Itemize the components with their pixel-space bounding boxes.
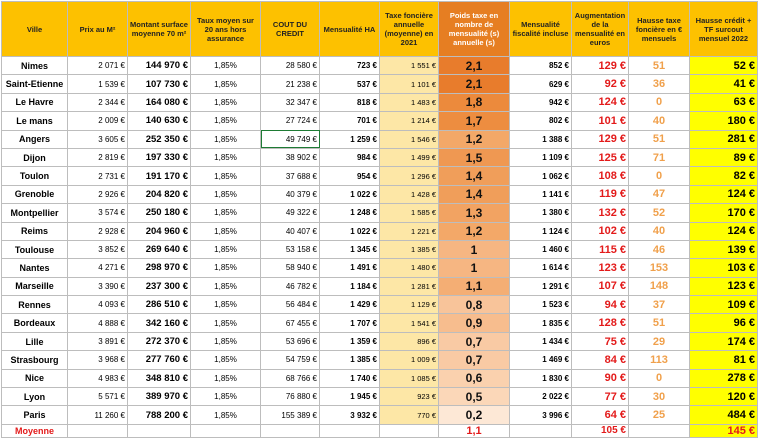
- table-row: [2, 204, 758, 222]
- cell-augmentation[interactable]: 124 €: [572, 93, 629, 111]
- cell-cout[interactable]: 155 389 €: [261, 406, 320, 424]
- cell-cout[interactable]: 54 759 €: [261, 351, 320, 369]
- cell-mensualite[interactable]: 723 €: [320, 57, 380, 75]
- cell-taux[interactable]: 1,85%: [191, 75, 261, 93]
- cell-montant[interactable]: 140 630 €: [128, 112, 191, 130]
- cell-cout[interactable]: 49 749 €: [261, 130, 320, 148]
- cell-taxe[interactable]: 1 385 €: [380, 240, 439, 258]
- cell-ville[interactable]: Nantes: [2, 259, 68, 277]
- cell-taux[interactable]: 1,85%: [191, 351, 261, 369]
- cell-mensualite[interactable]: 1 385 €: [320, 351, 380, 369]
- cell-fiscalite[interactable]: 1 434 €: [510, 332, 572, 350]
- cell-cout[interactable]: 46 782 €: [261, 277, 320, 295]
- cell-mensualite[interactable]: 1 248 €: [320, 204, 380, 222]
- cell-fiscalite[interactable]: 1 835 €: [510, 314, 572, 332]
- header-prix[interactable]: Prix au M²: [68, 2, 128, 57]
- cell-mensualite[interactable]: 1 345 €: [320, 240, 380, 258]
- cell-montant[interactable]: 204 960 €: [128, 222, 191, 240]
- cell-hausse-taxe[interactable]: 148: [629, 277, 690, 295]
- cell-mensualite[interactable]: 1 707 €: [320, 314, 380, 332]
- cell-hausse-taxe[interactable]: 71: [629, 148, 690, 166]
- cell-taux[interactable]: 1,85%: [191, 240, 261, 258]
- cell-hausse-tf[interactable]: 120 €: [690, 388, 758, 406]
- cell-prix[interactable]: 3 968 €: [68, 351, 128, 369]
- cell-taux[interactable]: 1,85%: [191, 130, 261, 148]
- cell-taux[interactable]: 1,85%: [191, 277, 261, 295]
- cell-mensualite[interactable]: 537 €: [320, 75, 380, 93]
- cell-cout[interactable]: 56 484 €: [261, 296, 320, 314]
- cell-augmentation[interactable]: 123 €: [572, 259, 629, 277]
- cell-montant[interactable]: 237 300 €: [128, 277, 191, 295]
- cell-poids[interactable]: 2,1: [439, 75, 510, 93]
- cell-cout[interactable]: 28 580 €: [261, 57, 320, 75]
- cell-ville[interactable]: Angers: [2, 130, 68, 148]
- cell-hausse-tf[interactable]: 484 €: [690, 406, 758, 424]
- cell-hausse-tf[interactable]: 41 €: [690, 75, 758, 93]
- cell-ville[interactable]: Reims: [2, 222, 68, 240]
- cell-mensualite[interactable]: 1 359 €: [320, 332, 380, 350]
- cell-taux[interactable]: 1,85%: [191, 369, 261, 387]
- cell-poids[interactable]: 0,5: [439, 388, 510, 406]
- cell-augmentation[interactable]: 64 €: [572, 406, 629, 424]
- cell-hausse-tf[interactable]: 89 €: [690, 148, 758, 166]
- cell-mensualite[interactable]: 1 184 €: [320, 277, 380, 295]
- cell-prix[interactable]: 11 260 €: [68, 406, 128, 424]
- cell-fiscalite[interactable]: 1 469 €: [510, 351, 572, 369]
- cell-mensualite[interactable]: 818 €: [320, 93, 380, 111]
- cell-hausse-taxe[interactable]: 46: [629, 240, 690, 258]
- cell-prix[interactable]: 2 819 €: [68, 148, 128, 166]
- cell-hausse-tf[interactable]: 103 €: [690, 259, 758, 277]
- cell-fiscalite[interactable]: 1 380 €: [510, 204, 572, 222]
- cell-fiscalite[interactable]: 942 €: [510, 93, 572, 111]
- cell-cout[interactable]: 76 880 €: [261, 388, 320, 406]
- cell-cout[interactable]: 58 940 €: [261, 259, 320, 277]
- cell-cout[interactable]: 40 407 €: [261, 222, 320, 240]
- cell-fiscalite[interactable]: 802 €: [510, 112, 572, 130]
- cell-augmentation[interactable]: 128 €: [572, 314, 629, 332]
- cell-hausse-taxe[interactable]: 0: [629, 93, 690, 111]
- cell-taxe[interactable]: 923 €: [380, 388, 439, 406]
- cell-montant[interactable]: 277 760 €: [128, 351, 191, 369]
- cell-cout[interactable]: 53 696 €: [261, 332, 320, 350]
- cell-montant[interactable]: 389 970 €: [128, 388, 191, 406]
- cell-poids[interactable]: 0,2: [439, 406, 510, 424]
- cell-fiscalite[interactable]: 629 €: [510, 75, 572, 93]
- cell-hausse-tf[interactable]: 82 €: [690, 167, 758, 185]
- cell-taxe[interactable]: 1 428 €: [380, 185, 439, 203]
- header-ville[interactable]: Ville: [2, 2, 68, 57]
- cell-taxe[interactable]: 1 480 €: [380, 259, 439, 277]
- cell-cout[interactable]: 40 379 €: [261, 185, 320, 203]
- cell-poids[interactable]: 1,8: [439, 93, 510, 111]
- cell-mensualite[interactable]: 1 945 €: [320, 388, 380, 406]
- cell-hausse-taxe[interactable]: 37: [629, 296, 690, 314]
- cell-mensualite[interactable]: 1 022 €: [320, 222, 380, 240]
- cell-poids[interactable]: 1,5: [439, 148, 510, 166]
- cell-fiscalite[interactable]: 852 €: [510, 57, 572, 75]
- cell-hausse-taxe[interactable]: 113: [629, 351, 690, 369]
- average-empty-cell[interactable]: [191, 424, 261, 437]
- cell-fiscalite[interactable]: 1 614 €: [510, 259, 572, 277]
- cell-hausse-tf[interactable]: 109 €: [690, 296, 758, 314]
- average-poids[interactable]: 1,1: [439, 424, 510, 437]
- cell-taxe[interactable]: 1 541 €: [380, 314, 439, 332]
- cell-taxe[interactable]: 896 €: [380, 332, 439, 350]
- header-poids[interactable]: Poids taxe en nombre de mensualité (s) annuelle (s): [439, 2, 510, 57]
- cell-cout[interactable]: 27 724 €: [261, 112, 320, 130]
- cell-mensualite[interactable]: 1 740 €: [320, 369, 380, 387]
- cell-montant[interactable]: 286 510 €: [128, 296, 191, 314]
- cell-prix[interactable]: 2 928 €: [68, 222, 128, 240]
- cell-ville[interactable]: Paris: [2, 406, 68, 424]
- cell-ville[interactable]: Lille: [2, 332, 68, 350]
- cell-prix[interactable]: 2 926 €: [68, 185, 128, 203]
- cell-ville[interactable]: Dijon: [2, 148, 68, 166]
- cell-fiscalite[interactable]: 1 460 €: [510, 240, 572, 258]
- table-row: [2, 369, 758, 387]
- cell-prix[interactable]: 3 605 €: [68, 130, 128, 148]
- cell-montant[interactable]: 191 170 €: [128, 167, 191, 185]
- cell-prix[interactable]: 2 071 €: [68, 57, 128, 75]
- header-mensualite[interactable]: Mensualité HA: [320, 2, 380, 57]
- cell-ville[interactable]: Marseille: [2, 277, 68, 295]
- mortgage-tax-table: [1, 1, 758, 438]
- cell-montant[interactable]: 250 180 €: [128, 204, 191, 222]
- cell-cout[interactable]: 49 322 €: [261, 204, 320, 222]
- cell-poids[interactable]: 0,9: [439, 314, 510, 332]
- cell-poids[interactable]: 0,6: [439, 369, 510, 387]
- cell-ville[interactable]: Nimes: [2, 57, 68, 75]
- cell-hausse-taxe[interactable]: 40: [629, 112, 690, 130]
- cell-mensualite[interactable]: 1 429 €: [320, 296, 380, 314]
- average-hausse-tf[interactable]: 145 €: [690, 424, 758, 437]
- cell-cout[interactable]: 38 902 €: [261, 148, 320, 166]
- header-taxe[interactable]: Taxe foncière annuelle (moyenne) en 2021: [380, 2, 439, 57]
- cell-poids[interactable]: 0,7: [439, 351, 510, 369]
- cell-prix[interactable]: 1 539 €: [68, 75, 128, 93]
- average-label[interactable]: Moyenne: [2, 424, 68, 437]
- average-empty-cell[interactable]: [510, 424, 572, 437]
- cell-augmentation[interactable]: 75 €: [572, 332, 629, 350]
- cell-hausse-taxe[interactable]: 51: [629, 130, 690, 148]
- cell-mensualite[interactable]: 984 €: [320, 148, 380, 166]
- cell-poids[interactable]: 1,2: [439, 130, 510, 148]
- table-row: [2, 277, 758, 295]
- cell-taxe[interactable]: 1 499 €: [380, 148, 439, 166]
- cell-montant[interactable]: 269 640 €: [128, 240, 191, 258]
- cell-cout[interactable]: 37 688 €: [261, 167, 320, 185]
- table-row: [2, 57, 758, 75]
- cell-taux[interactable]: 1,85%: [191, 57, 261, 75]
- average-empty-cell[interactable]: [320, 424, 380, 437]
- table-row: [2, 240, 758, 258]
- cell-prix[interactable]: 3 574 €: [68, 204, 128, 222]
- cell-prix[interactable]: 2 731 €: [68, 167, 128, 185]
- cell-fiscalite[interactable]: 1 124 €: [510, 222, 572, 240]
- cell-taux[interactable]: 1,85%: [191, 406, 261, 424]
- cell-augmentation[interactable]: 102 €: [572, 222, 629, 240]
- table-row: [2, 332, 758, 350]
- cell-hausse-tf[interactable]: 81 €: [690, 351, 758, 369]
- cell-mensualite[interactable]: 1 491 €: [320, 259, 380, 277]
- cell-mensualite[interactable]: 3 932 €: [320, 406, 380, 424]
- cell-hausse-tf[interactable]: 63 €: [690, 93, 758, 111]
- cell-prix[interactable]: 3 852 €: [68, 240, 128, 258]
- cell-hausse-taxe[interactable]: 25: [629, 406, 690, 424]
- cell-hausse-taxe[interactable]: 40: [629, 222, 690, 240]
- cell-fiscalite[interactable]: 3 996 €: [510, 406, 572, 424]
- cell-taux[interactable]: 1,85%: [191, 388, 261, 406]
- cell-hausse-tf[interactable]: 139 €: [690, 240, 758, 258]
- cell-cout[interactable]: 68 766 €: [261, 369, 320, 387]
- cell-augmentation[interactable]: 119 €: [572, 185, 629, 203]
- cell-prix[interactable]: 2 009 €: [68, 112, 128, 130]
- cell-hausse-tf[interactable]: 96 €: [690, 314, 758, 332]
- cell-montant[interactable]: 272 370 €: [128, 332, 191, 350]
- cell-cout[interactable]: 53 158 €: [261, 240, 320, 258]
- cell-poids[interactable]: 1,4: [439, 167, 510, 185]
- cell-taux[interactable]: 1,85%: [191, 167, 261, 185]
- cell-taux[interactable]: 1,85%: [191, 314, 261, 332]
- cell-montant[interactable]: 298 970 €: [128, 259, 191, 277]
- table-row: [2, 388, 758, 406]
- table-row: [2, 130, 758, 148]
- cell-poids[interactable]: 1,7: [439, 112, 510, 130]
- cell-ville[interactable]: Strasbourg: [2, 351, 68, 369]
- cell-taux[interactable]: 1,85%: [191, 148, 261, 166]
- cell-augmentation[interactable]: 125 €: [572, 148, 629, 166]
- cell-taxe[interactable]: 1 221 €: [380, 222, 439, 240]
- cell-prix[interactable]: 3 390 €: [68, 277, 128, 295]
- cell-fiscalite[interactable]: 1 830 €: [510, 369, 572, 387]
- header-augmentation[interactable]: Augmentation de la mensualité en euros: [572, 2, 629, 57]
- table-row: [2, 167, 758, 185]
- table-row: [2, 148, 758, 166]
- cell-augmentation[interactable]: 132 €: [572, 204, 629, 222]
- cell-hausse-taxe[interactable]: 51: [629, 314, 690, 332]
- cell-hausse-tf[interactable]: 180 €: [690, 112, 758, 130]
- cell-poids[interactable]: 1,2: [439, 222, 510, 240]
- cell-poids[interactable]: 2,1: [439, 57, 510, 75]
- cell-taxe[interactable]: 1 214 €: [380, 112, 439, 130]
- cell-fiscalite[interactable]: 1 523 €: [510, 296, 572, 314]
- table-row: [2, 314, 758, 332]
- cell-augmentation[interactable]: 84 €: [572, 351, 629, 369]
- cell-augmentation[interactable]: 92 €: [572, 75, 629, 93]
- cell-cout[interactable]: 32 347 €: [261, 93, 320, 111]
- cell-ville[interactable]: Saint-Etienne: [2, 75, 68, 93]
- cell-hausse-tf[interactable]: 52 €: [690, 57, 758, 75]
- cell-hausse-taxe[interactable]: 153: [629, 259, 690, 277]
- cell-montant[interactable]: 788 200 €: [128, 406, 191, 424]
- cell-prix[interactable]: 5 571 €: [68, 388, 128, 406]
- cell-prix[interactable]: 2 344 €: [68, 93, 128, 111]
- cell-mensualite[interactable]: 1 259 €: [320, 130, 380, 148]
- cell-montant[interactable]: 144 970 €: [128, 57, 191, 75]
- header-hausse-taxe[interactable]: Hausse taxe foncière en € mensuels: [629, 2, 690, 57]
- cell-prix[interactable]: 4 888 €: [68, 314, 128, 332]
- cell-augmentation[interactable]: 129 €: [572, 130, 629, 148]
- cell-taux[interactable]: 1,85%: [191, 296, 261, 314]
- table-row: [2, 296, 758, 314]
- cell-mensualite[interactable]: 1 022 €: [320, 185, 380, 203]
- cell-prix[interactable]: 4 093 €: [68, 296, 128, 314]
- table-row: [2, 222, 758, 240]
- cell-prix[interactable]: 3 891 €: [68, 332, 128, 350]
- cell-augmentation[interactable]: 129 €: [572, 57, 629, 75]
- cell-taux[interactable]: 1,85%: [191, 204, 261, 222]
- cell-hausse-tf[interactable]: 124 €: [690, 222, 758, 240]
- cell-hausse-taxe[interactable]: 30: [629, 388, 690, 406]
- cell-ville[interactable]: Rennes: [2, 296, 68, 314]
- table-row: [2, 185, 758, 203]
- table-row: [2, 351, 758, 369]
- header-taux[interactable]: Taux moyen sur 20 ans hors assurance: [191, 2, 261, 57]
- cell-ville[interactable]: Le Havre: [2, 93, 68, 111]
- cell-montant[interactable]: 164 080 €: [128, 93, 191, 111]
- cell-taux[interactable]: 1,85%: [191, 93, 261, 111]
- cell-fiscalite[interactable]: 2 022 €: [510, 388, 572, 406]
- header-cout[interactable]: COUT DU CREDIT: [261, 2, 320, 57]
- cell-poids[interactable]: 0,7: [439, 332, 510, 350]
- cell-montant[interactable]: 252 350 €: [128, 130, 191, 148]
- cell-ville[interactable]: Le mans: [2, 112, 68, 130]
- cell-taux[interactable]: 1,85%: [191, 259, 261, 277]
- cell-fiscalite[interactable]: 1 291 €: [510, 277, 572, 295]
- cell-hausse-taxe[interactable]: 29: [629, 332, 690, 350]
- cell-taxe[interactable]: 1 551 €: [380, 57, 439, 75]
- cell-hausse-tf[interactable]: 174 €: [690, 332, 758, 350]
- header-fiscalite[interactable]: Mensualité fiscalité incluse: [510, 2, 572, 57]
- cell-poids[interactable]: 1,3: [439, 204, 510, 222]
- cell-fiscalite[interactable]: 1 109 €: [510, 148, 572, 166]
- header-montant[interactable]: Montant surface moyenne 70 m²: [128, 2, 191, 57]
- cell-taux[interactable]: 1,85%: [191, 112, 261, 130]
- table-row: [2, 112, 758, 130]
- cell-taxe[interactable]: 1 546 €: [380, 130, 439, 148]
- average-empty-cell[interactable]: [68, 424, 128, 437]
- cell-ville[interactable]: Toulon: [2, 167, 68, 185]
- cell-montant[interactable]: 342 160 €: [128, 314, 191, 332]
- cell-fiscalite[interactable]: 1 388 €: [510, 130, 572, 148]
- cell-taxe[interactable]: 1 129 €: [380, 296, 439, 314]
- cell-taxe[interactable]: 1 281 €: [380, 277, 439, 295]
- header-row: [2, 2, 758, 57]
- cell-taux[interactable]: 1,85%: [191, 222, 261, 240]
- cell-taxe[interactable]: 1 483 €: [380, 93, 439, 111]
- average-augmentation[interactable]: 105 €: [572, 424, 629, 437]
- cell-fiscalite[interactable]: 1 141 €: [510, 185, 572, 203]
- cell-hausse-tf[interactable]: 124 €: [690, 185, 758, 203]
- cell-augmentation[interactable]: 108 €: [572, 167, 629, 185]
- average-empty-cell[interactable]: [261, 424, 320, 437]
- cell-hausse-tf[interactable]: 278 €: [690, 369, 758, 387]
- cell-prix[interactable]: 4 271 €: [68, 259, 128, 277]
- cell-ville[interactable]: Grenoble: [2, 185, 68, 203]
- cell-poids[interactable]: 1: [439, 240, 510, 258]
- cell-hausse-tf[interactable]: 281 €: [690, 130, 758, 148]
- average-empty-cell[interactable]: [128, 424, 191, 437]
- cell-poids[interactable]: 0,8: [439, 296, 510, 314]
- table-row: [2, 75, 758, 93]
- cell-hausse-tf[interactable]: 170 €: [690, 204, 758, 222]
- cell-ville[interactable]: Toulouse: [2, 240, 68, 258]
- cell-taux[interactable]: 1,85%: [191, 185, 261, 203]
- cell-cout[interactable]: 21 238 €: [261, 75, 320, 93]
- cell-augmentation[interactable]: 101 €: [572, 112, 629, 130]
- cell-taxe[interactable]: 1 009 €: [380, 351, 439, 369]
- average-row: [2, 424, 758, 437]
- cell-fiscalite[interactable]: 1 062 €: [510, 167, 572, 185]
- cell-hausse-tf[interactable]: 123 €: [690, 277, 758, 295]
- cell-ville[interactable]: Bordeaux: [2, 314, 68, 332]
- cell-hausse-taxe[interactable]: 52: [629, 204, 690, 222]
- cell-augmentation[interactable]: 94 €: [572, 296, 629, 314]
- cell-mensualite[interactable]: 954 €: [320, 167, 380, 185]
- cell-taxe[interactable]: 1 101 €: [380, 75, 439, 93]
- cell-taux[interactable]: 1,85%: [191, 332, 261, 350]
- cell-augmentation[interactable]: 107 €: [572, 277, 629, 295]
- table-row: [2, 93, 758, 111]
- cell-hausse-taxe[interactable]: 0: [629, 167, 690, 185]
- table-body: [2, 57, 758, 425]
- cell-cout[interactable]: 67 455 €: [261, 314, 320, 332]
- average-empty-cell[interactable]: [380, 424, 439, 437]
- cell-taxe[interactable]: 770 €: [380, 406, 439, 424]
- cell-hausse-taxe[interactable]: 51: [629, 57, 690, 75]
- cell-montant[interactable]: 197 330 €: [128, 148, 191, 166]
- cell-mensualite[interactable]: 701 €: [320, 112, 380, 130]
- cell-montant[interactable]: 107 730 €: [128, 75, 191, 93]
- cell-poids[interactable]: 1,4: [439, 185, 510, 203]
- cell-montant[interactable]: 204 820 €: [128, 185, 191, 203]
- cell-ville[interactable]: Lyon: [2, 388, 68, 406]
- cell-ville[interactable]: Montpellier: [2, 204, 68, 222]
- average-empty-cell[interactable]: [629, 424, 690, 437]
- cell-poids[interactable]: 1,1: [439, 277, 510, 295]
- cell-augmentation[interactable]: 90 €: [572, 369, 629, 387]
- cell-hausse-taxe[interactable]: 47: [629, 185, 690, 203]
- cell-prix[interactable]: 4 983 €: [68, 369, 128, 387]
- cell-augmentation[interactable]: 115 €: [572, 240, 629, 258]
- header-hausse-tf[interactable]: Hausse crédit + TF surcout mensuel 2022: [690, 2, 758, 57]
- table-row: [2, 259, 758, 277]
- cell-taxe[interactable]: 1 585 €: [380, 204, 439, 222]
- cell-montant[interactable]: 348 810 €: [128, 369, 191, 387]
- cell-taxe[interactable]: 1 085 €: [380, 369, 439, 387]
- table-row: [2, 406, 758, 424]
- cell-ville[interactable]: Nice: [2, 369, 68, 387]
- cell-taxe[interactable]: 1 296 €: [380, 167, 439, 185]
- cell-augmentation[interactable]: 77 €: [572, 388, 629, 406]
- cell-poids[interactable]: 1: [439, 259, 510, 277]
- cell-hausse-taxe[interactable]: 0: [629, 369, 690, 387]
- cell-hausse-taxe[interactable]: 36: [629, 75, 690, 93]
